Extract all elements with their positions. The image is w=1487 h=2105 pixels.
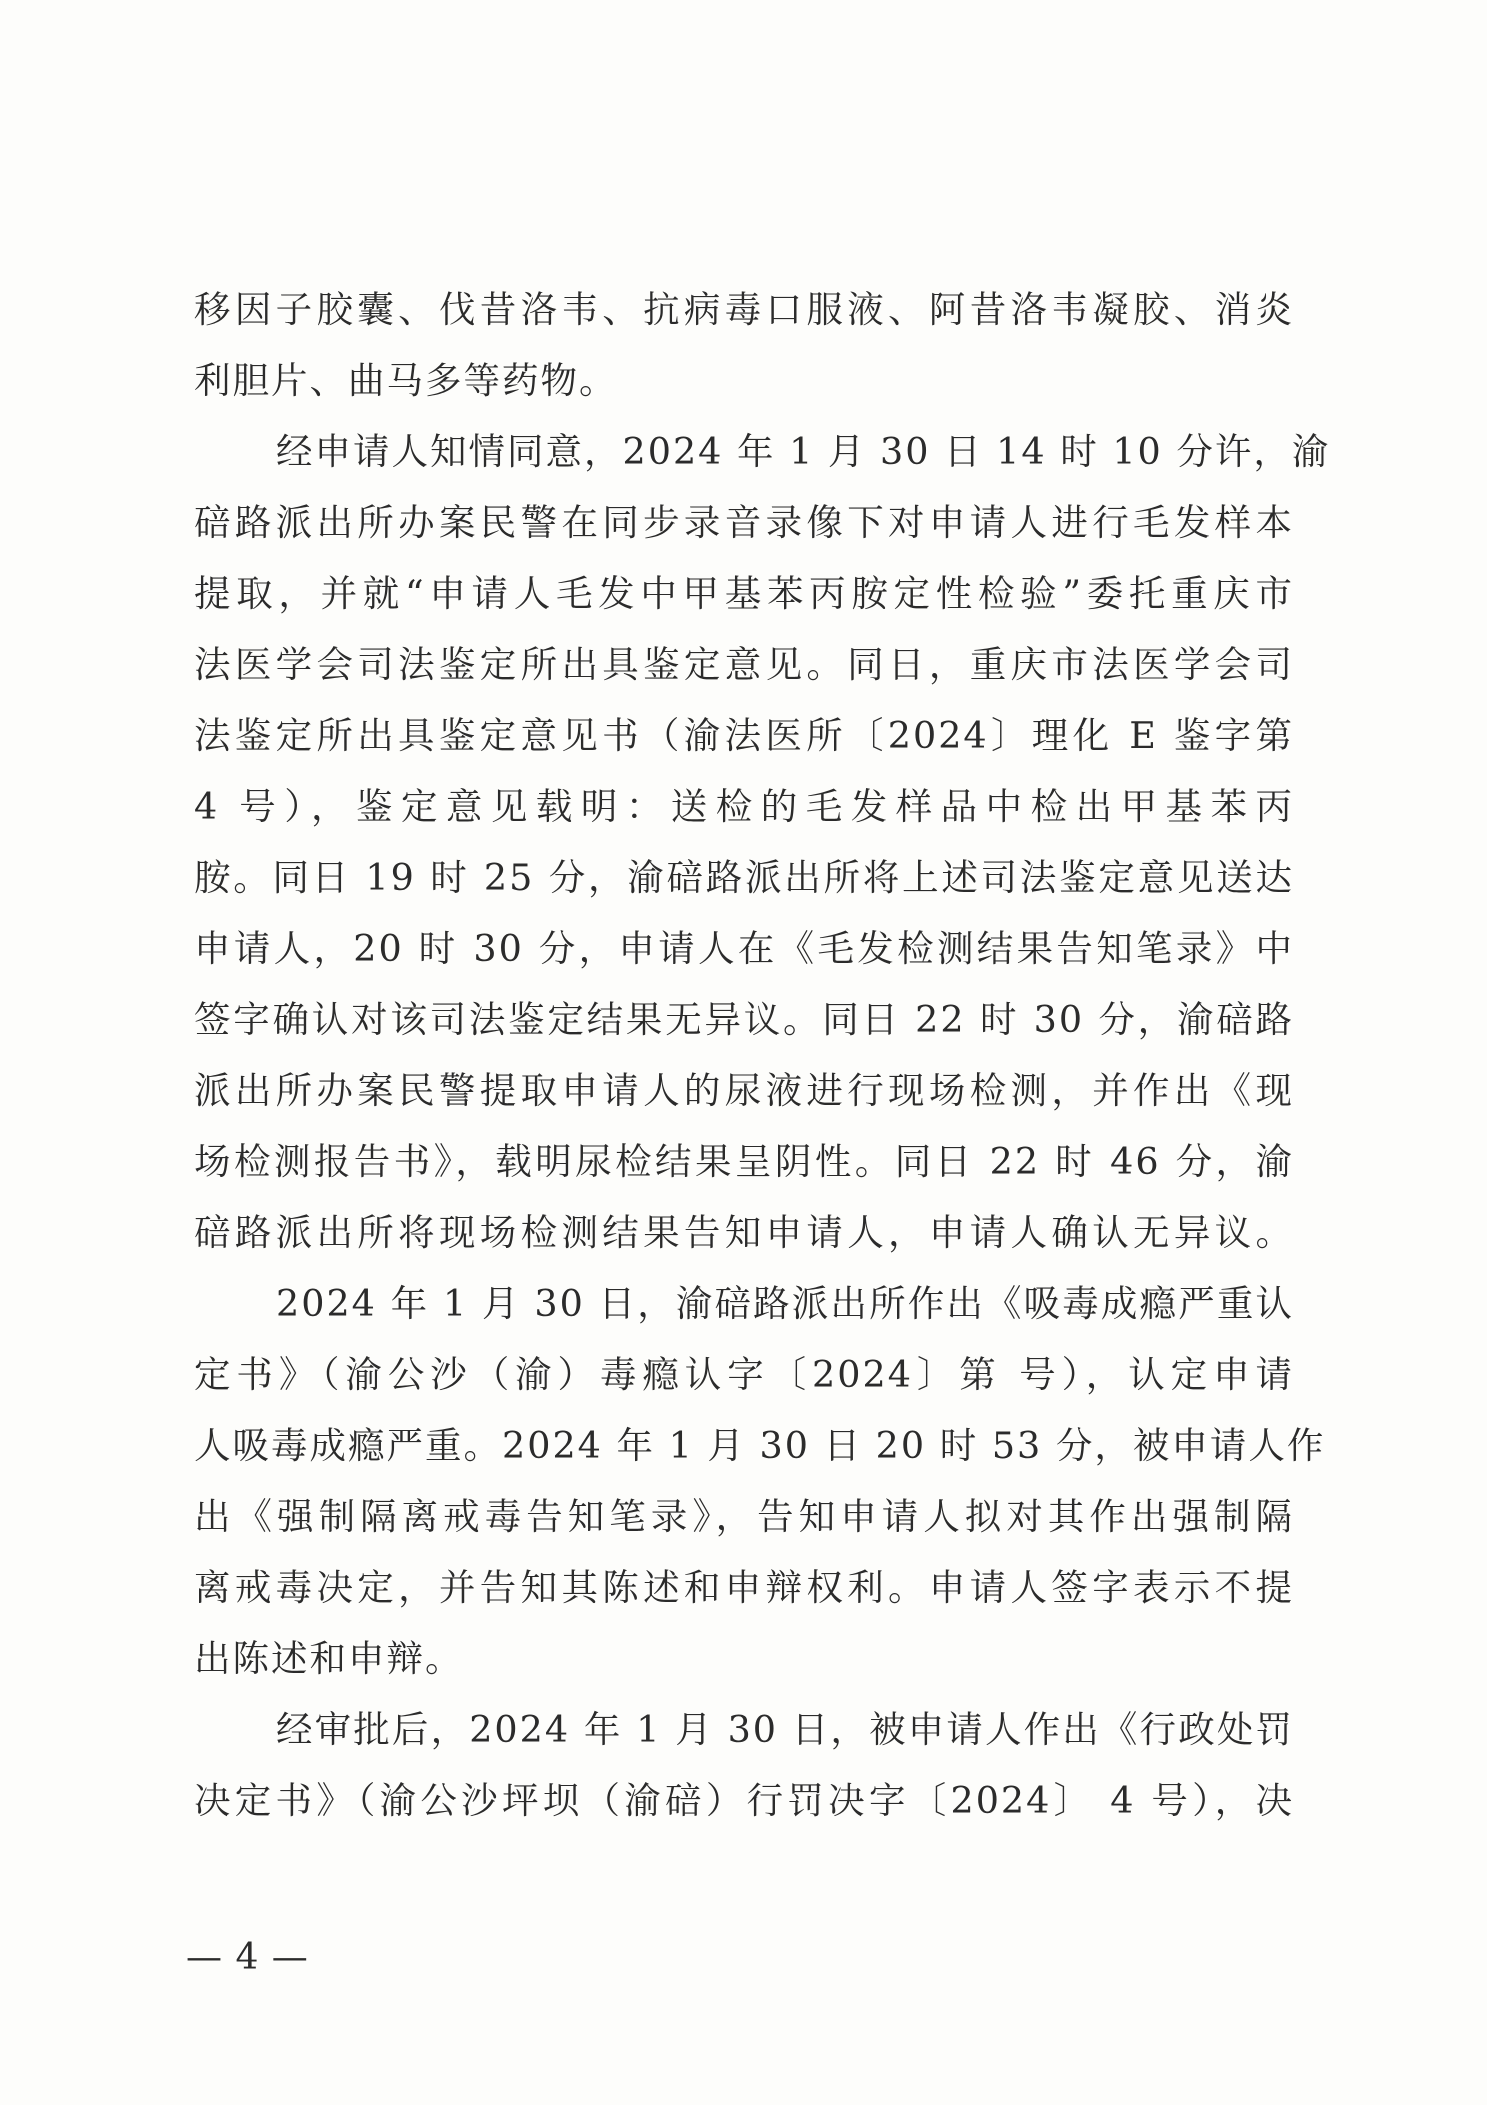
text-line: 人吸毒成瘾严重。2024 年 1 月 30 日 20 时 53 分，被申请人作 <box>194 1424 1326 1467</box>
text-line: 定书》（渝公沙（渝）毒瘾认字〔2024〕第 号），认定申请 <box>194 1353 1294 1396</box>
text-line: 签字确认对该司法鉴定结果无异议。同日 22 时 30 分，渝碚路 <box>194 998 1294 1041</box>
paragraph-first-line: 经审批后，2024 年 1 月 30 日，被申请人作出《行政处罚 <box>276 1708 1294 1751</box>
text-line: 提取，并就“申请人毛发中甲基苯丙胺定性检验”委托重庆市 <box>194 572 1294 615</box>
text-line: 申请人，20 时 30 分，申请人在《毛发检测结果告知笔录》中 <box>194 927 1294 970</box>
text-line: 碚路派出所办案民警在同步录音录像下对申请人进行毛发样本 <box>194 501 1294 544</box>
text-line: 场检测报告书》，载明尿检结果呈阴性。同日 22 时 46 分，渝 <box>194 1140 1294 1183</box>
text-line: 派出所办案民警提取申请人的尿液进行现场检测，并作出《现 <box>194 1069 1294 1112</box>
text-line: 4 号），鉴定意见载明：送检的毛发样品中检出甲基苯丙 <box>194 785 1294 828</box>
text-line: 胺。同日 19 时 25 分，渝碚路派出所将上述司法鉴定意见送达 <box>194 856 1294 899</box>
page-number: — 4 — <box>186 1937 309 1978</box>
text-line: 移因子胶囊、伐昔洛韦、抗病毒口服液、阿昔洛韦凝胶、消炎 <box>194 288 1294 331</box>
paragraph-first-line: 经申请人知情同意，2024 年 1 月 30 日 14 时 10 分许，渝 <box>276 430 1331 473</box>
text-line: 碚路派出所将现场检测结果告知申请人，申请人确认无异议。 <box>194 1211 1294 1254</box>
text-line: 法鉴定所出具鉴定意见书（渝法医所〔2024〕理化 E 鉴字第 <box>194 714 1294 757</box>
paragraph-first-line: 2024 年 1 月 30 日，渝碚路派出所作出《吸毒成瘾严重认 <box>276 1282 1294 1325</box>
text-line: 离戒毒决定，并告知其陈述和申辩权利。申请人签字表示不提 <box>194 1566 1294 1609</box>
text-line: 决定书》（渝公沙坪坝（渝碚）行罚决字〔2024〕 4 号），决 <box>194 1779 1294 1822</box>
body-text <box>194 274 1331 1836</box>
text-line: 出陈述和申辩。 <box>194 1637 464 1680</box>
text-line: 利胆片、曲马多等药物。 <box>194 359 618 402</box>
text-line: 法医学会司法鉴定所出具鉴定意见。同日，重庆市法医学会司 <box>194 643 1294 686</box>
text-line: 出《强制隔离戒毒告知笔录》，告知申请人拟对其作出强制隔 <box>194 1495 1294 1538</box>
